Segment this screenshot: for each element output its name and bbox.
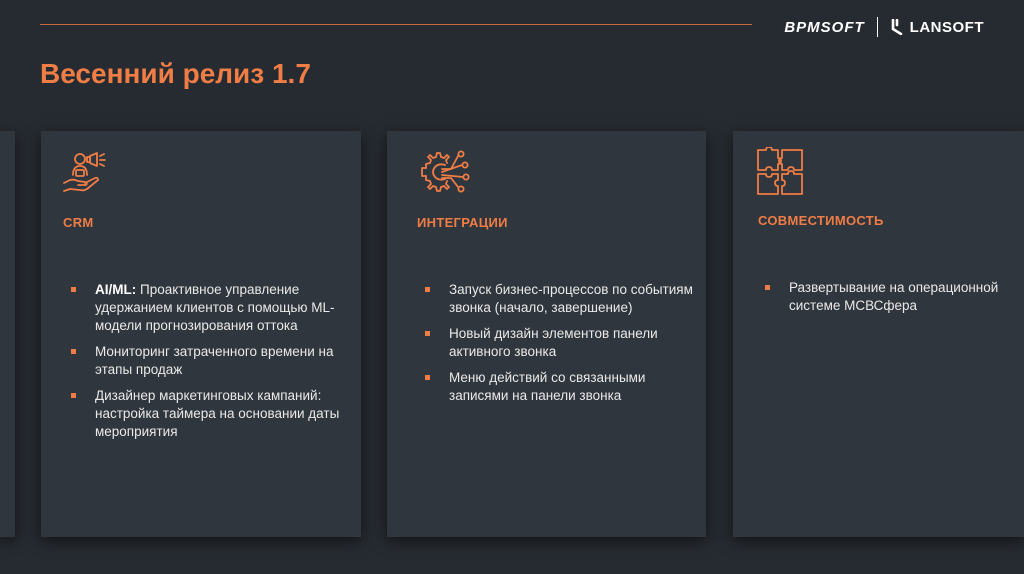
card-compatibility	[733, 131, 1024, 537]
bullet-marker	[71, 393, 76, 398]
lansoft-logo	[890, 19, 984, 36]
bullet-text: Развертывание на операционной системе МСВСфера	[789, 280, 999, 313]
card-heading-compatibility: СОВМЕСТИМОСТЬ	[758, 213, 884, 228]
list-item	[71, 387, 356, 441]
brand-logos	[784, 17, 984, 37]
card-heading-integrations: ИНТЕГРАЦИИ	[417, 215, 508, 230]
bullet-marker	[425, 331, 430, 336]
top-divider-line	[40, 24, 752, 25]
card-compatibility-list	[765, 279, 1020, 323]
bpmsoft-logo: BPMSOFT	[784, 18, 865, 36]
integration-gear-nodes-icon	[415, 147, 471, 197]
card-integrations	[387, 131, 706, 537]
puzzle-icon	[755, 147, 805, 197]
bullet-text: Меню действий со связанными записями на панели звонка	[449, 370, 646, 403]
card-integrations-list	[425, 281, 705, 413]
bullet-marker	[71, 349, 76, 354]
bullet-marker	[765, 285, 770, 290]
list-item	[71, 343, 356, 379]
crm-hand-megaphone-icon	[61, 149, 111, 199]
list-item	[425, 325, 705, 361]
bullet-text: Мониторинг затраченного времени на этапы продаж	[95, 344, 334, 377]
lansoft-wordmark: LANSOFT	[909, 18, 984, 36]
lansoft-mark-icon	[890, 19, 904, 35]
logo-divider	[877, 17, 878, 37]
card-heading-crm: CRM	[63, 215, 94, 230]
list-item	[765, 279, 1020, 315]
list-item	[71, 281, 356, 335]
previous-card-edge	[0, 131, 15, 537]
bullet-text: Новый дизайн элементов панели активного звонка	[449, 326, 658, 359]
bullet-text: Проактивное управление удержанием клиентов с помощью ML-модели прогнозирования оттока	[95, 282, 335, 333]
bullet-marker	[425, 375, 430, 380]
list-item	[425, 369, 705, 405]
bullet-marker	[425, 287, 430, 292]
list-item	[425, 281, 705, 317]
card-crm	[41, 131, 361, 537]
bullet-marker	[71, 287, 76, 292]
bullet-lead: AI/ML:	[95, 282, 137, 297]
bullet-text: Запуск бизнес-процессов по событиям звонка (начало, завершение)	[449, 282, 693, 315]
bullet-text: Дизайнер маркетинговых кампаний: настройка таймера на основании даты мероприятия	[95, 388, 340, 439]
card-crm-list	[71, 281, 356, 449]
page-title: Весенний релиз 1.7	[40, 58, 311, 89]
